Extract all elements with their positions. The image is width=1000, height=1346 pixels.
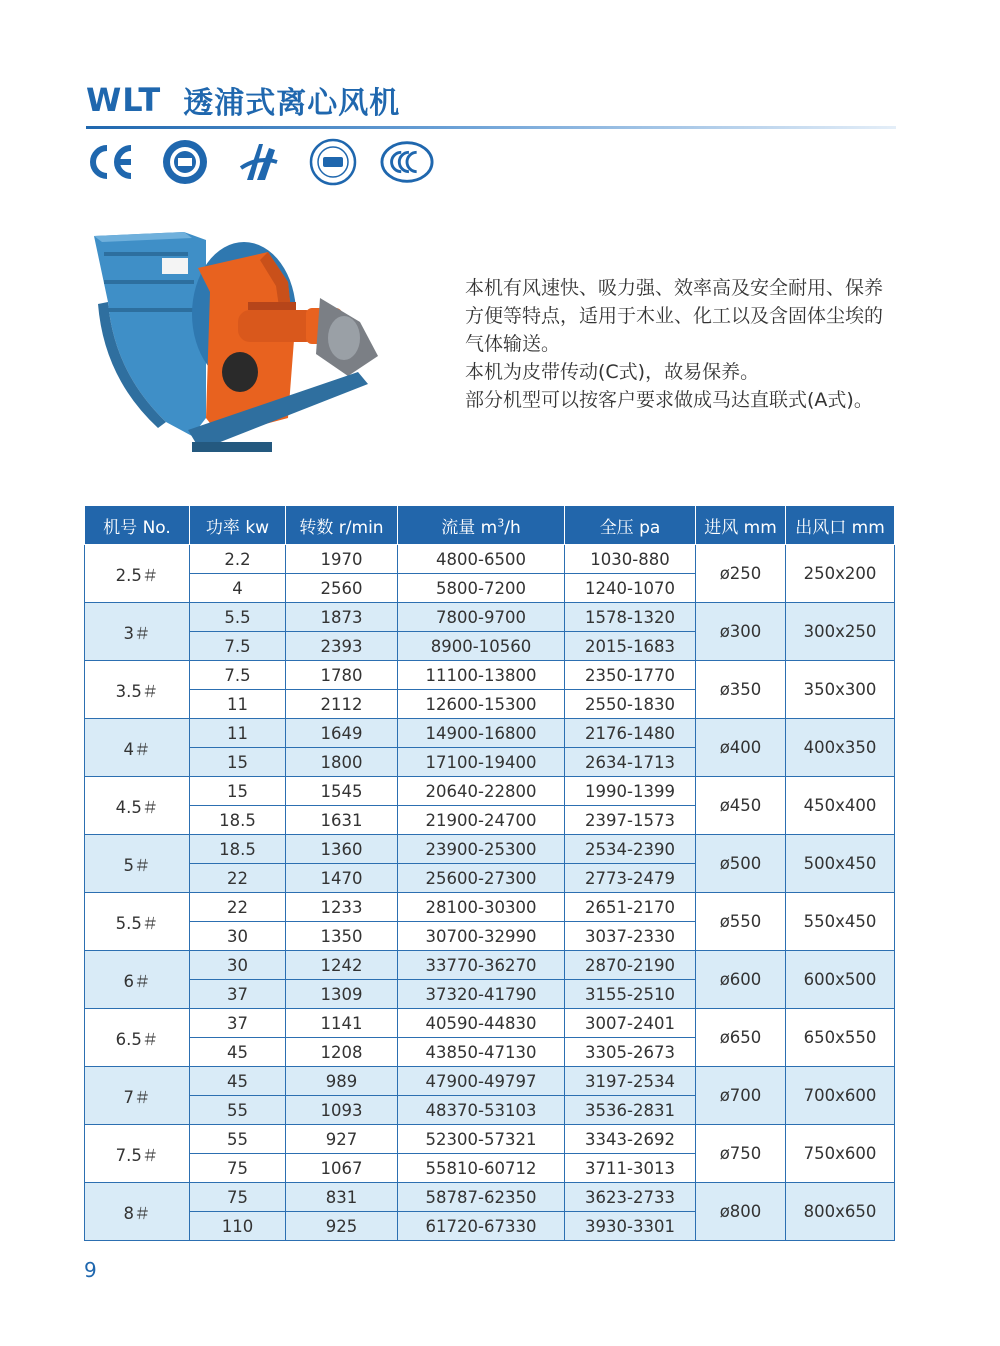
model-cell: 7＃: [85, 1067, 190, 1125]
inlet-cell: ø300: [696, 603, 786, 661]
flow-cell: 20640-22800: [398, 777, 565, 806]
col-header-power: 功率 kw: [190, 506, 286, 545]
col-header-flow: [398, 506, 565, 545]
flow-cell: 25600-27300: [398, 864, 565, 893]
speed-cell: 1873: [286, 603, 398, 632]
iso9001-icon: [306, 138, 360, 186]
power-cell: 30: [190, 951, 286, 980]
power-cell: 18.5: [190, 835, 286, 864]
outlet-cell: 750x600: [786, 1125, 895, 1183]
table-row: [85, 951, 895, 980]
model-cell: 8＃: [85, 1183, 190, 1241]
gb-standard-icon: [158, 138, 212, 186]
power-cell: 37: [190, 1009, 286, 1038]
flow-cell: 37320-41790: [398, 980, 565, 1009]
flow-cell: 12600-15300: [398, 690, 565, 719]
speed-cell: 1631: [286, 806, 398, 835]
product-description: [465, 274, 905, 414]
speed-cell: 2393: [286, 632, 398, 661]
power-cell: 15: [190, 748, 286, 777]
outlet-cell: 600x500: [786, 951, 895, 1009]
power-cell: 11: [190, 690, 286, 719]
inlet-cell: ø700: [696, 1067, 786, 1125]
speed-cell: 831: [286, 1183, 398, 1212]
speed-cell: 1970: [286, 545, 398, 574]
quality-mark-icon: [232, 138, 286, 186]
pressure-cell: 2651-2170: [565, 893, 696, 922]
pressure-cell: 1030-880: [565, 545, 696, 574]
pressure-cell: 3197-2534: [565, 1067, 696, 1096]
model-cell: 2.5＃: [85, 545, 190, 603]
certification-row: [84, 138, 454, 186]
table-row: [85, 777, 895, 806]
power-cell: 45: [190, 1067, 286, 1096]
title-underline: [86, 126, 896, 129]
table-row: [85, 1067, 895, 1096]
spec-table: [84, 505, 895, 1241]
pressure-cell: 3037-2330: [565, 922, 696, 951]
flow-cell: 30700-32990: [398, 922, 565, 951]
speed-cell: 1141: [286, 1009, 398, 1038]
flow-cell: 8900-10560: [398, 632, 565, 661]
flow-cell: 28100-30300: [398, 893, 565, 922]
inlet-cell: ø550: [696, 893, 786, 951]
pressure-cell: 2534-2390: [565, 835, 696, 864]
power-cell: 75: [190, 1154, 286, 1183]
fan-product-image: [88, 222, 388, 472]
outlet-cell: 400x350: [786, 719, 895, 777]
flow-cell: 4800-6500: [398, 545, 565, 574]
power-cell: 45: [190, 1038, 286, 1067]
speed-cell: 2560: [286, 574, 398, 603]
outlet-cell: 450x400: [786, 777, 895, 835]
outlet-cell: 350x300: [786, 661, 895, 719]
pressure-cell: 1240-1070: [565, 574, 696, 603]
inlet-cell: ø600: [696, 951, 786, 1009]
outlet-cell: 250x200: [786, 545, 895, 603]
model-cell: 5.5＃: [85, 893, 190, 951]
inlet-cell: ø400: [696, 719, 786, 777]
power-cell: 22: [190, 893, 286, 922]
pressure-cell: 1578-1320: [565, 603, 696, 632]
col-header-pressure: 全压 pa: [565, 506, 696, 545]
power-cell: 30: [190, 922, 286, 951]
outlet-cell: 800x650: [786, 1183, 895, 1241]
speed-cell: 1309: [286, 980, 398, 1009]
outlet-cell: 500x450: [786, 835, 895, 893]
model-cell: 4＃: [85, 719, 190, 777]
table-row: [85, 661, 895, 690]
power-cell: 55: [190, 1125, 286, 1154]
inlet-cell: ø250: [696, 545, 786, 603]
model-cell: 6＃: [85, 951, 190, 1009]
outlet-cell: 550x450: [786, 893, 895, 951]
description-line: 方便等特点，适用于木业、化工以及含固体尘埃的: [465, 305, 884, 327]
flow-cell: 48370-53103: [398, 1096, 565, 1125]
ce-mark-icon: [84, 138, 138, 186]
col-header-inlet: 进风 mm: [696, 506, 786, 545]
speed-cell: 927: [286, 1125, 398, 1154]
power-cell: 15: [190, 777, 286, 806]
model-cell: 7.5＃: [85, 1125, 190, 1183]
speed-cell: 1800: [286, 748, 398, 777]
speed-cell: 1470: [286, 864, 398, 893]
pressure-cell: 2397-1573: [565, 806, 696, 835]
description-line: 部分机型可以按客户要求做成马达直联式(A式)。: [465, 389, 873, 411]
inlet-cell: ø450: [696, 777, 786, 835]
pressure-cell: 2773-2479: [565, 864, 696, 893]
pressure-cell: 2350-1770: [565, 661, 696, 690]
speed-cell: 1233: [286, 893, 398, 922]
power-cell: 11: [190, 719, 286, 748]
outlet-cell: 700x600: [786, 1067, 895, 1125]
flow-cell: 7800-9700: [398, 603, 565, 632]
pressure-cell: 3711-3013: [565, 1154, 696, 1183]
speed-cell: 1208: [286, 1038, 398, 1067]
power-cell: 55: [190, 1096, 286, 1125]
flow-label: 流量 m: [441, 517, 498, 538]
description-line: 本机为皮带传动(C式)，故易保养。: [465, 361, 760, 383]
speed-cell: 1093: [286, 1096, 398, 1125]
pressure-cell: 3930-3301: [565, 1212, 696, 1241]
table-body: [85, 545, 895, 1241]
speed-cell: 2112: [286, 690, 398, 719]
power-cell: 75: [190, 1183, 286, 1212]
flow-cell: 47900-49797: [398, 1067, 565, 1096]
outlet-cell: 300x250: [786, 603, 895, 661]
page-number: 9: [84, 1258, 97, 1282]
speed-cell: 1350: [286, 922, 398, 951]
pressure-cell: 3343-2692: [565, 1125, 696, 1154]
pressure-cell: 2176-1480: [565, 719, 696, 748]
speed-cell: 989: [286, 1067, 398, 1096]
pressure-cell: 3536-2831: [565, 1096, 696, 1125]
product-name: 透浦式离心风机: [183, 86, 401, 121]
speed-cell: 1242: [286, 951, 398, 980]
ccc-icon: [380, 138, 434, 186]
inlet-cell: ø750: [696, 1125, 786, 1183]
table-row: [85, 1183, 895, 1212]
flow-cell: 61720-67330: [398, 1212, 565, 1241]
inlet-cell: ø650: [696, 1009, 786, 1067]
pressure-cell: 2550-1830: [565, 690, 696, 719]
inlet-cell: ø500: [696, 835, 786, 893]
table-row: [85, 545, 895, 574]
model-cell: 5＃: [85, 835, 190, 893]
speed-cell: 1360: [286, 835, 398, 864]
table-row: [85, 603, 895, 632]
pressure-cell: 3623-2733: [565, 1183, 696, 1212]
power-cell: 7.5: [190, 632, 286, 661]
power-cell: 18.5: [190, 806, 286, 835]
table-header-row: [85, 506, 895, 545]
flow-unit: /h: [504, 517, 521, 538]
table-row: [85, 719, 895, 748]
table-row: [85, 1125, 895, 1154]
table-row: [85, 835, 895, 864]
speed-cell: 925: [286, 1212, 398, 1241]
col-header-model: 机号 No.: [85, 506, 190, 545]
pressure-cell: 3007-2401: [565, 1009, 696, 1038]
table-row: [85, 1009, 895, 1038]
flow-cell: 33770-36270: [398, 951, 565, 980]
speed-cell: 1545: [286, 777, 398, 806]
description-line: 本机有风速快、吸力强、效率高及安全耐用、保养: [465, 277, 884, 299]
pressure-cell: 2015-1683: [565, 632, 696, 661]
flow-cell: 21900-24700: [398, 806, 565, 835]
flow-cell: 55810-60712: [398, 1154, 565, 1183]
flow-cell: 17100-19400: [398, 748, 565, 777]
flow-cell: 23900-25300: [398, 835, 565, 864]
speed-cell: 1067: [286, 1154, 398, 1183]
model-cell: 3.5＃: [85, 661, 190, 719]
description-line: 气体输送。: [465, 333, 561, 355]
inlet-cell: ø350: [696, 661, 786, 719]
flow-cell: 11100-13800: [398, 661, 565, 690]
speed-cell: 1780: [286, 661, 398, 690]
inlet-cell: ø800: [696, 1183, 786, 1241]
page-title: [86, 78, 400, 122]
table-row: [85, 893, 895, 922]
flow-superscript: 3: [497, 515, 505, 529]
pressure-cell: 2634-1713: [565, 748, 696, 777]
pressure-cell: 3155-2510: [565, 980, 696, 1009]
model-cell: 6.5＃: [85, 1009, 190, 1067]
power-cell: 22: [190, 864, 286, 893]
pressure-cell: 1990-1399: [565, 777, 696, 806]
flow-cell: 5800-7200: [398, 574, 565, 603]
outlet-cell: 650x550: [786, 1009, 895, 1067]
power-cell: 4: [190, 574, 286, 603]
pressure-cell: 3305-2673: [565, 1038, 696, 1067]
speed-cell: 1649: [286, 719, 398, 748]
pressure-cell: 2870-2190: [565, 951, 696, 980]
power-cell: 5.5: [190, 603, 286, 632]
flow-cell: 52300-57321: [398, 1125, 565, 1154]
power-cell: 2.2: [190, 545, 286, 574]
col-header-speed: 转数 r/min: [286, 506, 398, 545]
flow-cell: 58787-62350: [398, 1183, 565, 1212]
power-cell: 37: [190, 980, 286, 1009]
col-header-outlet: 出风口 mm: [786, 506, 895, 545]
flow-cell: 40590-44830: [398, 1009, 565, 1038]
model-cell: 3＃: [85, 603, 190, 661]
model-cell: 4.5＃: [85, 777, 190, 835]
product-code: WLT: [86, 81, 162, 119]
flow-cell: 14900-16800: [398, 719, 565, 748]
power-cell: 110: [190, 1212, 286, 1241]
power-cell: 7.5: [190, 661, 286, 690]
flow-cell: 43850-47130: [398, 1038, 565, 1067]
